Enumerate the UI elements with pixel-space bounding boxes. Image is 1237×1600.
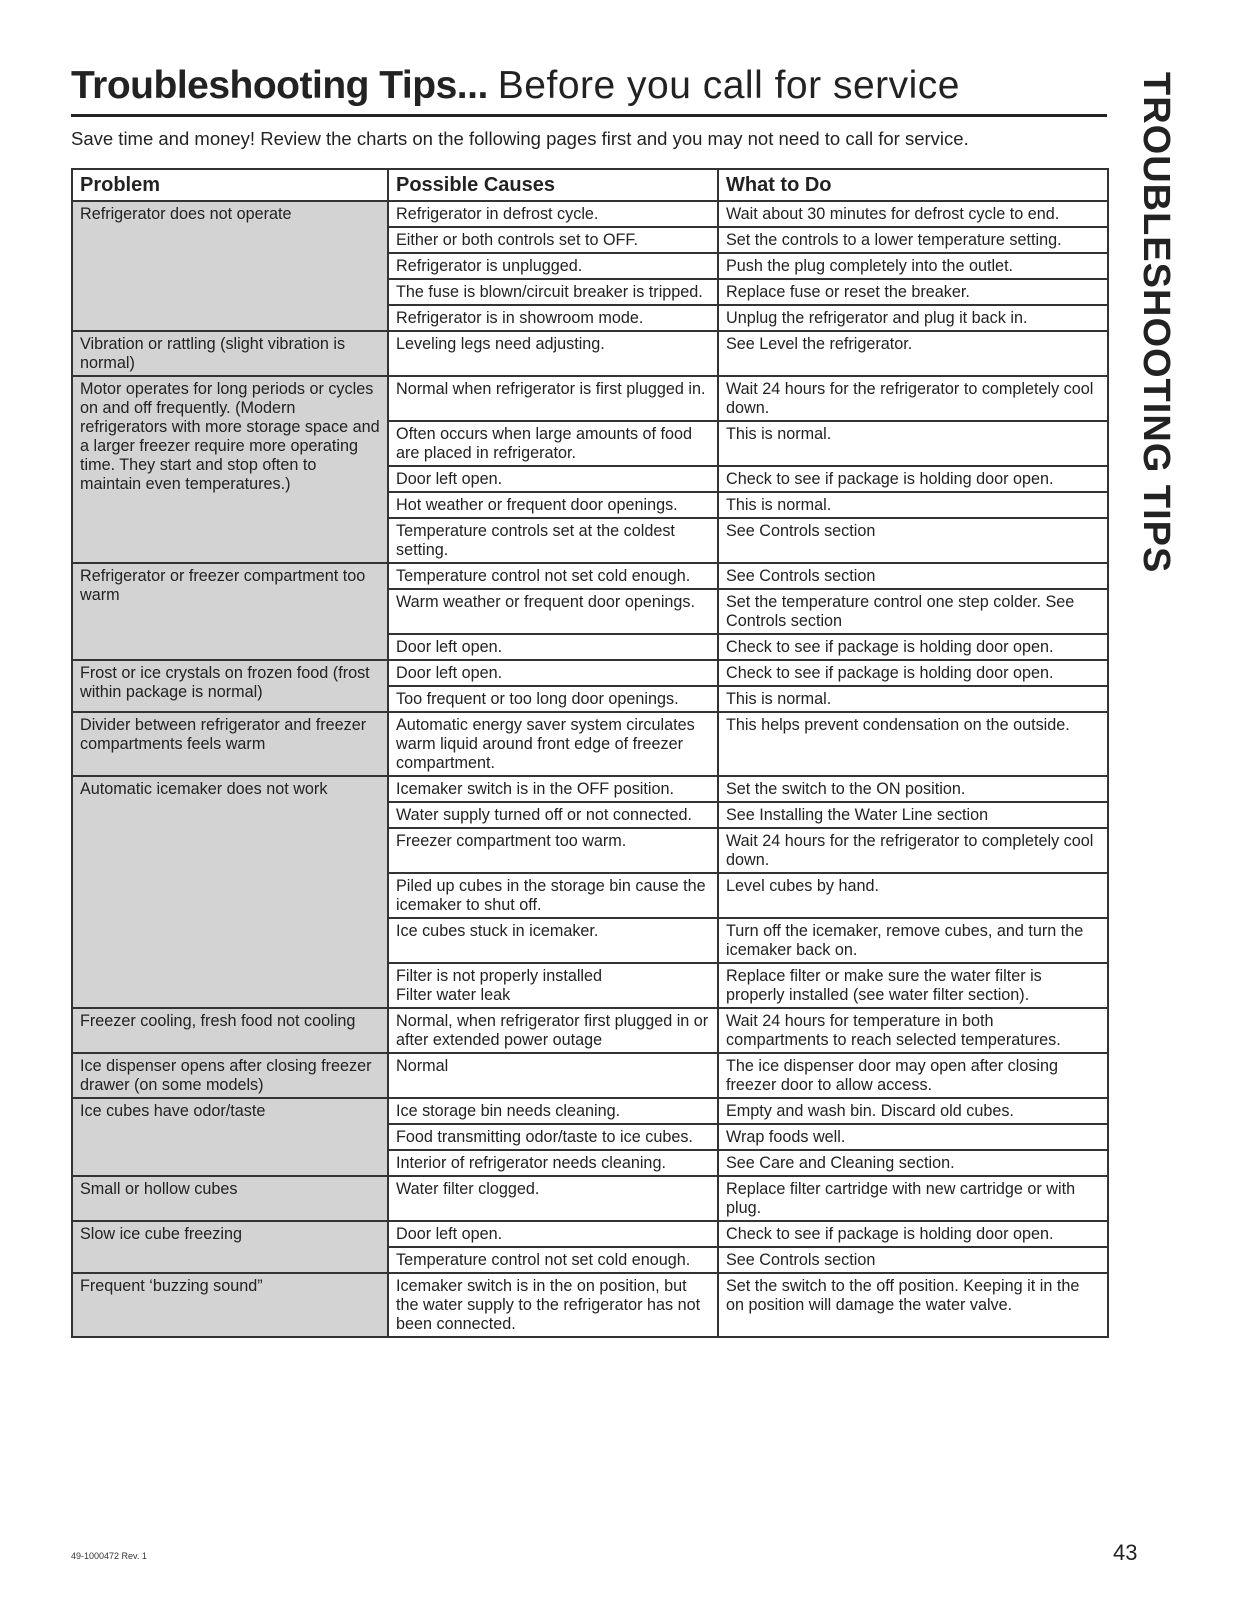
cause-cell: Food transmitting odor/taste to ice cubes. xyxy=(388,1124,718,1150)
problem-cell: Vibration or rattling (slight vibration is normal) xyxy=(72,331,388,376)
cause-cell: Warm weather or frequent door openings. xyxy=(388,589,718,634)
troubleshooting-table xyxy=(71,168,1109,1338)
cause-cell: Temperature controls set at the coldest setting. xyxy=(388,518,718,563)
cause-cell: Ice cubes stuck in icemaker. xyxy=(388,918,718,963)
cause-cell: Refrigerator is in showroom mode. xyxy=(388,305,718,331)
cause-cell: Filter is not properly installed Filter water leak xyxy=(388,963,718,1008)
page-title-subtitle: Before you call for service xyxy=(497,64,960,107)
problem-cell: Automatic icemaker does not work xyxy=(72,776,388,1008)
action-cell: See Level the refrigerator. xyxy=(718,331,1108,376)
intro-text: Save time and money! Review the charts on the following pages first and you may not need to call for service. xyxy=(71,128,969,149)
table-row xyxy=(72,1098,1108,1124)
action-cell: This is normal. xyxy=(718,421,1108,466)
problem-cell: Refrigerator or freezer compartment too warm xyxy=(72,563,388,660)
table-row xyxy=(72,1176,1108,1221)
table-row xyxy=(72,376,1108,421)
problem-cell: Slow ice cube freezing xyxy=(72,1221,388,1273)
problem-cell: Ice cubes have odor/taste xyxy=(72,1098,388,1176)
cause-cell: Interior of refrigerator needs cleaning. xyxy=(388,1150,718,1176)
table-row xyxy=(72,776,1108,802)
action-cell: Level cubes by hand. xyxy=(718,873,1108,918)
cause-cell: Normal xyxy=(388,1053,718,1098)
action-cell: Replace fuse or reset the breaker. xyxy=(718,279,1108,305)
action-cell: Set the switch to the off position. Keeping it in the on position will damage the water valve. xyxy=(718,1273,1108,1337)
cause-cell: Too frequent or too long door openings. xyxy=(388,686,718,712)
action-cell: The ice dispenser door may open after closing freezer door to allow access. xyxy=(718,1053,1108,1098)
cause-cell: Freezer compartment too warm. xyxy=(388,828,718,873)
problem-cell: Refrigerator does not operate xyxy=(72,201,388,331)
cause-cell: Door left open. xyxy=(388,1221,718,1247)
cause-cell: Refrigerator is unplugged. xyxy=(388,253,718,279)
title-divider xyxy=(71,114,1107,117)
action-cell: Check to see if package is holding door open. xyxy=(718,466,1108,492)
cause-cell: Piled up cubes in the storage bin cause the icemaker to shut off. xyxy=(388,873,718,918)
action-cell: Set the temperature control one step colder. See Controls section xyxy=(718,589,1108,634)
table-body xyxy=(72,201,1108,1337)
action-cell: See Controls section xyxy=(718,1247,1108,1273)
problem-cell: Divider between refrigerator and freezer compartments feels warm xyxy=(72,712,388,776)
cause-cell: Door left open. xyxy=(388,466,718,492)
action-cell: Turn off the icemaker, remove cubes, and turn the icemaker back on. xyxy=(718,918,1108,963)
column-header-possible-causes: Possible Causes xyxy=(388,169,718,201)
page-title xyxy=(71,62,1111,110)
column-header-problem: Problem xyxy=(72,169,388,201)
cause-cell: Refrigerator in defrost cycle. xyxy=(388,201,718,227)
action-cell: Push the plug completely into the outlet. xyxy=(718,253,1108,279)
side-tab-label: TROUBLESHOOTING TIPS xyxy=(1135,72,1177,574)
cause-cell: Automatic energy saver system circulates warm liquid around front edge of freezer compartment. xyxy=(388,712,718,776)
action-cell: Replace filter or make sure the water filter is properly installed (see water filter section). xyxy=(718,963,1108,1008)
cause-cell: Normal when refrigerator is first plugged in. xyxy=(388,376,718,421)
action-cell: This is normal. xyxy=(718,686,1108,712)
problem-cell: Freezer cooling, fresh food not cooling xyxy=(72,1008,388,1053)
cause-cell: Leveling legs need adjusting. xyxy=(388,331,718,376)
action-cell: Check to see if package is holding door open. xyxy=(718,660,1108,686)
table-row xyxy=(72,1273,1108,1337)
problem-cell: Motor operates for long periods or cycles on and off frequently. (Modern refrigerators with more storage space and a larger freezer require more operating time. They start and stop often to maintain even temperatures.) xyxy=(72,376,388,563)
action-cell: Wait about 30 minutes for defrost cycle to end. xyxy=(718,201,1108,227)
cause-cell: Water supply turned off or not connected. xyxy=(388,802,718,828)
cause-cell: Either or both controls set to OFF. xyxy=(388,227,718,253)
cause-cell: Normal, when refrigerator first plugged in or after extended power outage xyxy=(388,1008,718,1053)
problem-cell: Frequent ‘buzzing sound” xyxy=(72,1273,388,1337)
column-header-what-to-do: What to Do xyxy=(718,169,1108,201)
action-cell: Check to see if package is holding door open. xyxy=(718,634,1108,660)
table-row xyxy=(72,712,1108,776)
action-cell: See Care and Cleaning section. xyxy=(718,1150,1108,1176)
action-cell: Wait 24 hours for temperature in both compartments to reach selected temperatures. xyxy=(718,1008,1108,1053)
action-cell: Empty and wash bin. Discard old cubes. xyxy=(718,1098,1108,1124)
cause-cell: Ice storage bin needs cleaning. xyxy=(388,1098,718,1124)
cause-cell: Temperature control not set cold enough. xyxy=(388,563,718,589)
table-row xyxy=(72,1053,1108,1098)
table-row xyxy=(72,331,1108,376)
cause-cell: Icemaker switch is in the OFF position. xyxy=(388,776,718,802)
cause-cell: Water filter clogged. xyxy=(388,1176,718,1221)
action-cell: Check to see if package is holding door open. xyxy=(718,1221,1108,1247)
page-title-bold: Troubleshooting Tips... xyxy=(71,64,488,107)
action-cell: Wait 24 hours for the refrigerator to completely cool down. xyxy=(718,376,1108,421)
action-cell: Unplug the refrigerator and plug it back in. xyxy=(718,305,1108,331)
cause-cell: Door left open. xyxy=(388,634,718,660)
problem-cell: Frost or ice crystals on frozen food (frost within package is normal) xyxy=(72,660,388,712)
cause-cell: Door left open. xyxy=(388,660,718,686)
table-row xyxy=(72,1221,1108,1247)
cause-cell: The fuse is blown/circuit breaker is tripped. xyxy=(388,279,718,305)
action-cell: See Controls section xyxy=(718,518,1108,563)
action-cell: This helps prevent condensation on the outside. xyxy=(718,712,1108,776)
document-code: 49-1000472 Rev. 1 xyxy=(71,1551,147,1561)
table-row xyxy=(72,563,1108,589)
action-cell: Wait 24 hours for the refrigerator to completely cool down. xyxy=(718,828,1108,873)
cause-cell: Hot weather or frequent door openings. xyxy=(388,492,718,518)
table-row xyxy=(72,1008,1108,1053)
action-cell: Replace filter cartridge with new cartridge or with plug. xyxy=(718,1176,1108,1221)
action-cell: This is normal. xyxy=(718,492,1108,518)
action-cell: See Installing the Water Line section xyxy=(718,802,1108,828)
action-cell: Set the controls to a lower temperature setting. xyxy=(718,227,1108,253)
table-header-row xyxy=(72,169,1108,201)
action-cell: See Controls section xyxy=(718,563,1108,589)
cause-cell: Often occurs when large amounts of food are placed in refrigerator. xyxy=(388,421,718,466)
cause-cell: Icemaker switch is in the on position, but the water supply to the refrigerator has not been connected. xyxy=(388,1273,718,1337)
action-cell: Set the switch to the ON position. xyxy=(718,776,1108,802)
cause-cell: Temperature control not set cold enough. xyxy=(388,1247,718,1273)
table-row xyxy=(72,201,1108,227)
action-cell: Wrap foods well. xyxy=(718,1124,1108,1150)
problem-cell: Small or hollow cubes xyxy=(72,1176,388,1221)
table-row xyxy=(72,660,1108,686)
page-number: 43 xyxy=(1113,1540,1138,1565)
problem-cell: Ice dispenser opens after closing freezer drawer (on some models) xyxy=(72,1053,388,1098)
